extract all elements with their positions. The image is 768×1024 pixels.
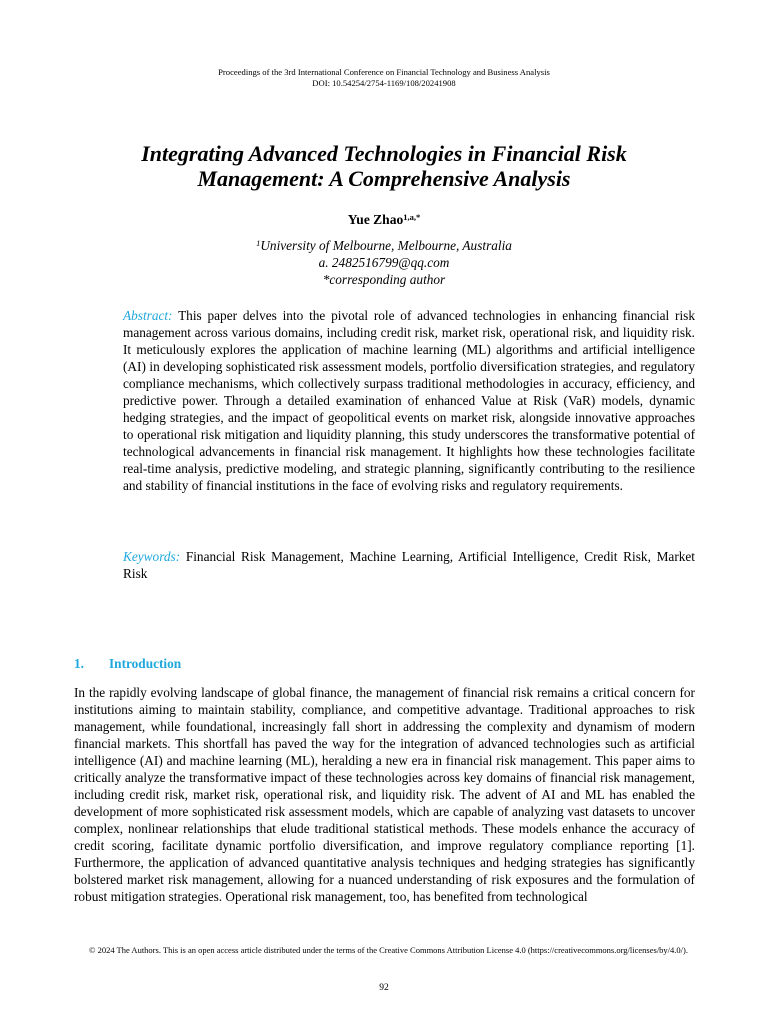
author-line bbox=[0, 212, 768, 228]
title-line-2: Management: A Comprehensive Analysis bbox=[197, 166, 571, 191]
author-email: a. 2482516799@qq.com bbox=[318, 255, 450, 270]
abstract-text: This paper delves into the pivotal role of advanced technologies in enhancing financial risk management across various domains, including credit risk, market risk, operational risk, and liquidity risk. It meticulously explores the application of machine learning (ML) algorithms and artificial intelligence (AI) in developing sophisticated risk assessment models, portfolio diversification strategies, and regulatory compliance mechanisms, which collectively surpass traditional methodologies in accuracy, efficiency, and predictive power. Through a detailed examination of enhanced Value at Risk (VaR) models, dynamic hedging strategies, and the impact of geopolitical events on market risk, alongside innovative approaches to operational risk mitigation and liquidity planning, this study underscores the transformative potential of technological advancements in financial risk management. It highlights how these technologies facilitate real-time analysis, predictive modeling, and strategic planning, significantly contributing to the resilience and stability of financial institutions in the face of evolving risks and regulatory requirements. bbox=[123, 308, 695, 493]
author-marks: 1,a,* bbox=[403, 212, 421, 222]
doi-header: DOI: 10.54254/2754-1169/108/20241908 bbox=[312, 78, 456, 88]
affiliation-institution bbox=[0, 237, 768, 254]
author-name: Yue Zhao bbox=[347, 212, 404, 227]
proceedings-header: Proceedings of the 3rd International Conference on Financial Technology and Business Analysis bbox=[218, 67, 550, 77]
page-number: 92 bbox=[379, 983, 389, 993]
abstract-block bbox=[123, 307, 695, 494]
section-heading bbox=[74, 656, 181, 672]
affiliation-sup: 1 bbox=[256, 238, 261, 248]
abstract-label: Abstract: bbox=[123, 308, 173, 323]
section-number: 1. bbox=[74, 656, 84, 671]
keywords-label: Keywords: bbox=[123, 549, 181, 564]
introduction-paragraph: In the rapidly evolving landscape of global finance, the management of financial risk remains a critical concern for institutions aiming to maintain stability, compliance, and competitive advantage. Traditional approaches to risk management, while foundational, increasingly fall short in addressing the complexity and dynamism of modern financial markets. This shortfall has paved the way for the integration of advanced technologies such as artificial intelligence (AI) and machine learning (ML), heralding a new era in financial risk management. This paper aims to critically analyze the transformative impact of these technologies across key domains of financial risk management, including credit risk, market risk, operational risk, and liquidity risk. The advent of AI and ML has enabled the development of more sophisticated risk assessment models, which are capable of analyzing vast datasets to uncover complex, nonlinear relationships that elude traditional statistical methods. These models enhance the accuracy of credit scoring, facilitate dynamic portfolio diversification, and improve regulatory compliance reporting [1]. Furthermore, the application of advanced quantitative analysis techniques and hedging strategies has significantly bolstered market risk management, allowing for a nuanced understanding of risk exposures and the formulation of robust mitigation strategies. Operational risk management, too, has benefited from technological bbox=[74, 685, 695, 904]
paper-title bbox=[0, 141, 768, 191]
corresponding-note: *corresponding author bbox=[322, 272, 446, 287]
institution-text: University of Melbourne, Melbourne, Australia bbox=[260, 238, 512, 253]
license-footnote: © 2024 The Authors. This is an open access article distributed under the terms of the Creative Commons Attribution License 4.0 (https://creativecommons.org/licenses/by/4.0/). bbox=[89, 945, 688, 955]
title-line-1: Integrating Advanced Technologies in Financial Risk bbox=[141, 141, 627, 166]
keywords-text: Financial Risk Management, Machine Learning, Artificial Intelligence, Credit Risk, Market Risk bbox=[123, 549, 695, 581]
section-title: Introduction bbox=[109, 656, 182, 671]
keywords-block bbox=[123, 548, 695, 582]
